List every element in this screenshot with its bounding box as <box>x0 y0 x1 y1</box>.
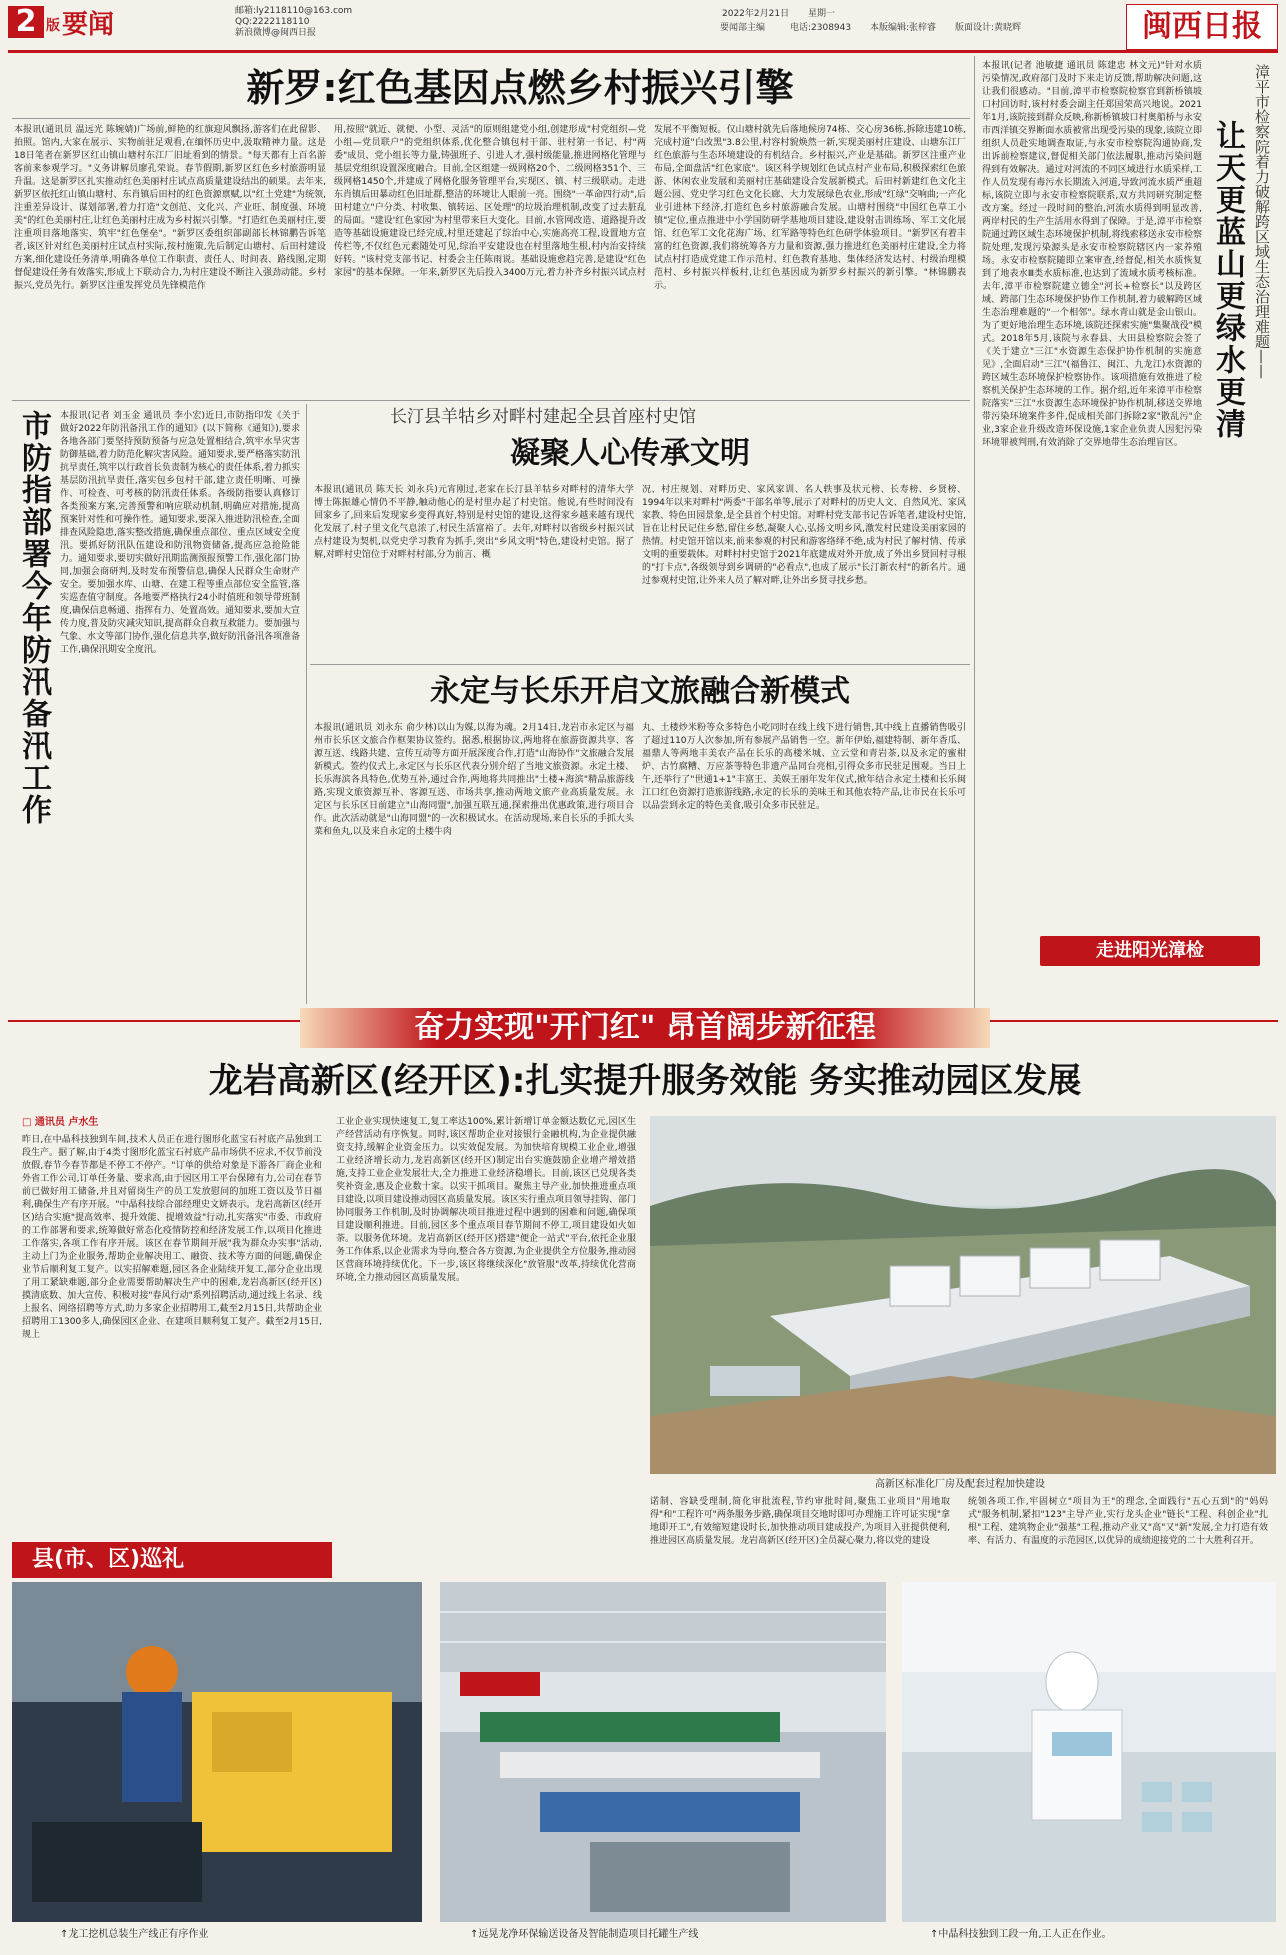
changting-col2: 况、村庄规划、对畔历史、家风家训、名人轶事及状元榜、长寿榜、乡贤榜、1994年以来对畔村"两委"干部名单等,展示了对畔村的历史人文、自然风光、家风家教、特色田园景象,是全县首个村史馆。对畔村党支部书记告诉笔者,建设村史馆,旨在让村民记住乡愁,留住乡愁,凝聚人心,弘扬文明乡风,激发村民建设美丽家园的热情。村史馆开馆以来,前来参观的村民和游客络绎不绝,成为村民了解村情、传承文明的重要载体。对畔村村史馆于2021年底建成对外开放,成了外出乡贤回村寻根的"打卡点",各级领导到乡调研的"必看点",也成了展示"长汀新农村"的新名片。通过参观村史馆,让外来人员了解对畔,让外出乡贤寻找乡愁。 <box>642 485 966 586</box>
xinluo-col1: 本报讯(通讯员 温远光 陈婉婧)广场前,鲜艳的红旗迎风飘扬,游客们在此留影、拍照。馆内,大家在展示、实物前驻足观看,在缅怀历史中,汲取精神力量。这是18日笔者在新罗区红山镇山塘村东江厂旧址看到的情景。"每天都有上百名游客前来参观学习。"义务讲解员廖孔荣说。春节假期,新罗区红色乡村旅游明显升温。这是新罗区扎实推动红色美丽村庄试点高质量建设结出的硕果。去年来,新罗区依托红山镇山塘村、东肖镇后田村的红色资源禀赋,以"红土党建"为统领,注重差异设计、谋划部署,着力打造"文创范、文化兴、产业旺、制度强、环境美"的红色美丽村庄,让红色美丽村庄成为乡村振兴引擎。"打造红色美丽村庄,要注重项目落地落实、筑牢"红色堡垒"。"新罗区委组织部副部长林锦鹏告诉笔者,该区针对红色美丽村庄试点村实际,按村施策,先后制定山塘村、后田村建设方案,细化建设任务清单,明确各单位工作职责、责任人、时间表、路线图,定期督促建设任务有效落实,形成上下联动合力,为村庄建设不断注入强劲动能。乡村振兴,党员先行。新罗区注重发挥党员先锋模范作 <box>14 125 326 291</box>
changting-col1: 本报讯(通讯员 陈天长 刘永兵)元宵刚过,老家在长汀县羊牯乡对畔村的清华大学博士陈振雄心情仍不平静,触动他心的是村里办起了村史馆。他说,有些时间没有回家乡了,回来后发现家乡变得真好,特别是村史馆的建设,这得家乡越来越有现代化发展了,村子里文化气息浓了,村民生活富裕了。去年,对畔村以省级乡村振兴试点村建设为契机,以党史学习教育为抓手,突出"乡风文明"特色,建设村史馆。据了解,对畔村史馆位于对畔村村部,分为前言、概 <box>314 485 634 560</box>
contact-info <box>235 6 352 39</box>
newspaper-logo: 闽西日报 <box>1126 4 1278 50</box>
editor: 要闻部主编 <box>720 23 766 33</box>
conveyor-production-photo <box>440 1582 886 1922</box>
designer: 版面设计:黄晓辉 <box>955 23 1022 33</box>
flood-body: 本报讯(记者 刘玉金 通讯员 李小宏)近日,市防指印发《关于做好2022年防汛备汛工作的通知》(以下简称《通知》),要求各地各部门要坚持预防预备与应急处置相结合,筑牢水旱灾害防御基础,着力防范化解灾害风险。通知要求,要严格落实防汛抗旱责任,筑牢以行政首长负责制为核心的责任体系,着力抓实基层防汛抗旱责任,落实包乡包村干部,建立责任明晰、可操作、可检查、可考核的防汛责任体系。各级防指要认真修订各类预案方案,完善预警和响应联动机制,明确应对措施,提高预案针对性和可操作性。通知要求,要深入推进防汛检查,全面排查风险隐患,落实整改措施,确保重点部位、重点区域安全度汛。要抓好防汛队伍建设和防汛物资储备,提高应急抢险能力。通知要求,要切实做好汛期监测预报预警工作,强化部门协同,加强会商研判,及时发布预警信息,确保人民群众生命财产安全。要加强水库、山塘、在建工程等重点部位安全监管,落实巡查值守制度。各地要严格执行24小时值班和领导带班制度,确保信息畅通、指挥有力、处置高效。通知要求,要加大宣传力度,普及防灾减灾知识,提高群众自救互救能力。要加强与气象、水文等部门协作,强化信息共享,做好防汛备汛各项准备工作,确保汛期安全度汛。 <box>60 411 300 655</box>
industrial-park-photo <box>650 1116 1276 1474</box>
qq: QQ:2222118110 <box>235 17 310 27</box>
sapphire-workshop-photo <box>902 1582 1276 1922</box>
longyan-byline: □ 通讯员 卢水生 <box>22 1117 99 1128</box>
page-number: 2 <box>8 6 44 38</box>
yongding-col2: 丸、土楼炒米粉等众多特色小吃同时在线上线下进行销售,其中线上直播销售吸引了超过110万人次参加,所有参展产品销售一空。新年伊始,福建特制、新年香瓜、福鼎人等两地丰美农产品在长乐的高楼米城、立云堂和青岩茶,以及永定的蜜柑炉、古竹腐糟、万应茶等特色非遗产品同台亮相,引得众多市民驻足围观。当日上午,还举行了"世通1+1"丰富王、美娱王丽年发年仪式,掀年结合永定土楼和长乐闽江口红色资源打造旅游线路,永定的长乐的美味王和其他农特产品,让市民在长乐可以品尝到永定的特色美食,吸引众多市民驻足。 <box>642 723 966 811</box>
industrial-park-caption: 高新区标准化厂房及配套过程加快建设 <box>875 1479 1045 1490</box>
zhangping-body: 本报讯(记者 池敏捷 通讯员 陈建忠 林文元)"针对水质污染情况,政府部门及时下来走访反馈,帮助解决问题,这让我们很感动。"目前,漳平市检察院检察官到新桥镇坡口村回访时,该村村委会副主任郑国荣高兴地说。2021年1月,该院接到群众反映,称新桥镇坡口村奥船桥与永安市西洋镇交界断面水质被常出现受污染的现象,该院立即组织人员赴实地调查取证,与永安市检察院沟通协商,发出诉前检察建议,督促相关部门依法履职,推动污染问题得到有效解决。通过对河流的不同区域进行水质采样,工作人员发现有毒污水长期流入河道,导致河流水质严重超标,该院立即与永安市检察院联系,双方共同研究制定整改方案。经过一段时间的整治,河流水质得到明显改善,两岸村民的生产生活用水得到了保障。于是,漳平市检察院通过跨区域生态环境保护机制,将线索移送永安市检察院处理,发现污染源头是永安市检察院辖区内一家养殖场。永安市检察院随即立案审查,经督促,相关水质恢复到了地表水Ⅲ类水质标准,也达到了流域水质考核标准。去年,漳平市检察院建立德全"河长+检察长"以及跨区域、跨部门生态环境保护协作工作机制,着力破解跨区域生态治理难题的"一个相邻"。绿水青山就是金山银山。为了更好地治理生态环境,该院还探索实施"集聚战役"模式。2018年5月,该院与永春县、大田县检察院会签了《关于建立"三江"水资源生态保护协作机制的实施意见》,全面启动"三江"(福鲁江、闽江、九龙江)水资源的跨区域生态环境保护检察协作。该项措施有效推进了检察机关保护生态环境的工作。据介绍,近年来漳平市检察院落实"三江"水资源生态环境保护协作机制,移送交界地带污染环境案件多件,促成相关部门拆除2家"散乱污"企业,3家企业升级改造环保设施,1家企业负责人因犯污染环境罪被判刑,有效消除了交界地带生态治理盲区。 <box>982 61 1202 448</box>
yongding-headline: 永定与长乐开启文旅融合新模式 <box>430 674 850 709</box>
xinluo-headline: 新罗:红色基因点燃乡村振兴引擎 <box>246 66 794 110</box>
section-title: 要闻 <box>62 10 115 40</box>
changting-headline: 凝聚人心传承文明 <box>510 436 750 471</box>
divider <box>12 400 970 401</box>
zhangping-headline: 让天更蓝山更绿水更清 <box>1210 120 1245 440</box>
longyan-col3: 诺制、容缺受理制,简化审批流程,节约审批时间,聚焦工业项目"用地取得"和"工程许可"两条服务步路,确保项目交地时即可办理施工许可证实现"拿地即开工",有效缩短建设时长,加快推动项目建成投产,为项目入驻提供便利,推进园区高质量发展。龙岩高新区(经开区)全员凝心聚力,将以党的建设 <box>650 1497 950 1546</box>
divider <box>306 404 307 1004</box>
conveyor-caption: ↑远晃龙净环保输送设备及智能制造项目托罐生产线 <box>470 1929 699 1940</box>
excavator-assembly-photo <box>12 1582 422 1922</box>
xinluo-col2: 用,按照"就近、就便、小型、灵活"的原则组建党小组,创建形成"村党组织—党小组—党员联户"的党组织体系,优化整合镇包村干部、驻村第一书记、村"两委"成员、党小组长等力量,铸强班子、引进人才,强村级能量,推进网格化管理与基层党组织设置深度融合。目前,全区组建一级网格20个、二级网格351个、三级网格1450个,并建成了网格化服务管理平台,实现区、镇、村三级联动。走进东肖镇后田暴动红色旧址群,整洁的环境让人眼前一亮。围绕"一革命四行动",后田村建立"户分类、村收集、镇转运、区处理"的垃圾治理机制,改变了过去脏乱的局面。"建设'红色家园'为村里带来巨大变化。目前,水管网改造、道路提升改造等基础设施建设已经完成,村里还建起了综治中心,实施高亮工程,设置地方宣传栏等,不仅红色元素随处可见,综治平安建设也在村里落地生根,村内治安持续好转。"该村党支部书记、村委会主任陈雨说。基础设施愈趋完善,是建设"红色家园"的基本保障。一年来,新罗区先后投入3400万元,着力补齐乡村振兴试点村 <box>334 125 646 278</box>
divider <box>310 664 970 665</box>
zhangping-subhead: 漳平市检察院着力破解跨区域生态治理难题—— <box>1253 64 1271 379</box>
flood-headline: 市防指部署今年防汛备汛工作 <box>16 410 51 826</box>
weibo: 新浪微博@闽西日报 <box>235 28 317 38</box>
longyan-col4: 统领各项工作,牢固树立"项目为王"的理念,全面践行"五心五到"的"妈妈式"服务机制,紧扣"123"主导产业,实行龙头企业"链长"工程、科创企业"扎根"工程、建筑物企业"强基"工程,推动产业又"高"又"新"发展,全力打造有效率、有活力、有温度的示范园区,以优异的成绩迎接党的二十大胜利召开。 <box>968 1497 1268 1546</box>
longyan-col1: 昨日,在中晶科技独到车间,技术人员正在进行图形化蓝宝石衬底产品独到工段生产。据了解,由于4类寸图形化蓝宝石衬底产品市场供不应求,不仅节前没放假,春节今春节都是不停工不停产。"订单的供给对象是下游各厂商企业和外省工作公司,订单任务量、要求高,由于园区用工平台保障有力,公司在春节前已做好用工储备,并且对留岗生产的员工发放慰问的加班工资以及节日福利,确保生产有序开展。"中晶科技综合部经理史文妍表示。龙岩高新区(经开区)结合实施"提高效率、提升效能、提增效益"行动,扎实落实"市委、市政府的工作部署和要求,统筹做好常态化疫情防控和经济发展工作,以项目化推进工作落实,各项工作有序开展。该区在春节期间开展"我为群众办实事"活动,主动上门为企业服务,帮助企业解决用工、融资、技术等方面的问题,确保企业节后顺利复工复产。以实招解难题,园区各企业陆续开复工,部分企业出现了用工紧缺难题,部分企业需要帮助解决生产中的困难,龙岩高新区(经开区)摸清底数、加大宣传、积极对接"春风行动"系列招聘活动,通过线上名录、线上报名、网络招聘等方式,助力多家企业招聘用工,截至2月15日,共帮助企业招聘用工1300多人,确保园区企业、在建项目顺利复工复产。截至2月15日,规上 <box>22 1135 322 1340</box>
divider <box>974 56 975 1020</box>
responsible-editor: 本版编辑:张梓睿 <box>870 23 937 33</box>
weekday: 星期一 <box>808 9 836 19</box>
longyan-headline: 龙岩高新区(经开区):扎实提升服务效能 务实推动园区发展 <box>208 1061 1082 1101</box>
excavator-caption: ↑龙工挖机总装生产线正有序作业 <box>60 1929 209 1940</box>
page-suffix: 版 <box>46 18 60 34</box>
changting-subhead: 长汀县羊牯乡对畔村建起全县首座村史馆 <box>390 407 696 427</box>
header-rule <box>8 50 1278 53</box>
yongding-col1: 本报讯(通讯员 刘永东 俞少林)以山为媒,以海为魂。2月14日,龙岩市永定区与福州市长乐区文旅合作框架协议签约。据悉,根据协议,两地将在旅游资源共享、客源互送、线路共建、宣传互动等方面开展深度合作,打造"山海协作"文旅融合发展新模式。签约仪式上,永定区与长乐区代表分别介绍了当地文旅资源。永定土楼、长乐海滨各具特色,优势互补,通过合作,两地将共同推出"土楼+海滨"精品旅游线路,实现文旅资源互补、客源互送、市场共享,推动两地文旅产业高质量发展。永定区与长乐区日前建立"山海同盟",加强互联互通,探索推出优惠政策,进行项目合作。此次活动就是"山海同盟"的一次积极试水。在活动现场,来自长乐的手抓大头菜和鱼丸,以及来自永定的土楼牛肉 <box>314 723 634 837</box>
xinluo-col3: 发展不平衡短板。仅山塘村就先后落地候房74栋、交心房36栋,拆除违建10栋,完成村道"白改黑"3.8公里,村容村貌焕然一新,实现美丽村庄建设、山塘东江厂红色旅游与生态环境建设的有机结合。乡村振兴,产业是基础。新罗区注重产业布局,全面盘活"红色家底"。该区科学规划红色试点村产业布局,积极探索红色旅游、休闲农业发展和美丽村庄基础建设合发展新模式。后田村新建红色文化主题公园、党史学习红色文化长廊、大力发展绿色农业,形成"红绿"交响曲;一产化业引进林下经济,打造红色乡村旅游融合发展。山塘村围绕"中国红色草工小镇"定位,重点推进中小学国防研学基地项目建设,建设射击训练场、军工文化展馆、红色军工文化花海广场、红军路等特色红色研学体验项目。"新罗区有着丰富的红色资源,我们将统筹各方力量和资源,强力推进红色美丽村庄建设,全力将试点村打造成党建工作示范村、红色教育基地、集体经济发达村、村级治理模范村、乡村振兴样板村,让红色基因成为新罗乡村振兴的新引擎。"林锦鹏表示。 <box>654 125 966 291</box>
email: 邮箱:ly2118110@163.com <box>235 6 353 16</box>
divider <box>12 118 970 119</box>
zhangping-column-tag: 走进阳光漳检 <box>1040 936 1260 966</box>
county-tour-tag: 县(市、区)巡礼 <box>12 1542 332 1578</box>
date: 2022年2月21日 <box>722 9 790 19</box>
sapphire-caption: ↑中晶科技独到工段一角,工人正在作业。 <box>930 1929 1112 1940</box>
campaign-banner: 奋力实现"开门红" 昂首阔步新征程 <box>300 1008 990 1048</box>
phone: 电话:2308943 <box>790 23 852 33</box>
longyan-col2: 工业企业实现快速复工,复工率达100%,累计新增订单金额达数亿元,园区生产经营活动有序恢复。同时,该区帮助企业对接银行金融机构,为企业提供融资支持,缓解企业资金压力。以实效促发展。为加快培育规模工业企业,增强工业经济增长动力,龙岩高新区(经开区)制定出台实施鼓励企业增产增效措施,支持工业企业发展壮大,全力推进工业经济稳增长。目前,该区已兑现各类奖补资金,惠及企业数十家。以实干抓项目。聚焦主导产业,加快推进重点项目建设,以项目建设推动园区高质量发展。该区实行重点项目领导挂钩、部门协同服务工作机制,及时协调解决项目推进过程中遇到的困难和问题,确保项目建设顺利推进。目前,园区多个重点项目春节期间不停工,项目建设如火如荼。以服务优环境。龙岩高新区(经开区)搭建"便企一站式"平台,依托企业服务工作体系,以企业需求为导向,整合各方资源,为企业提供全方位服务,推动园区营商环境持续优化。下一步,该区将继续深化"放管服"改革,持续优化营商环境,全力推动园区高质量发展。 <box>336 1117 636 1283</box>
